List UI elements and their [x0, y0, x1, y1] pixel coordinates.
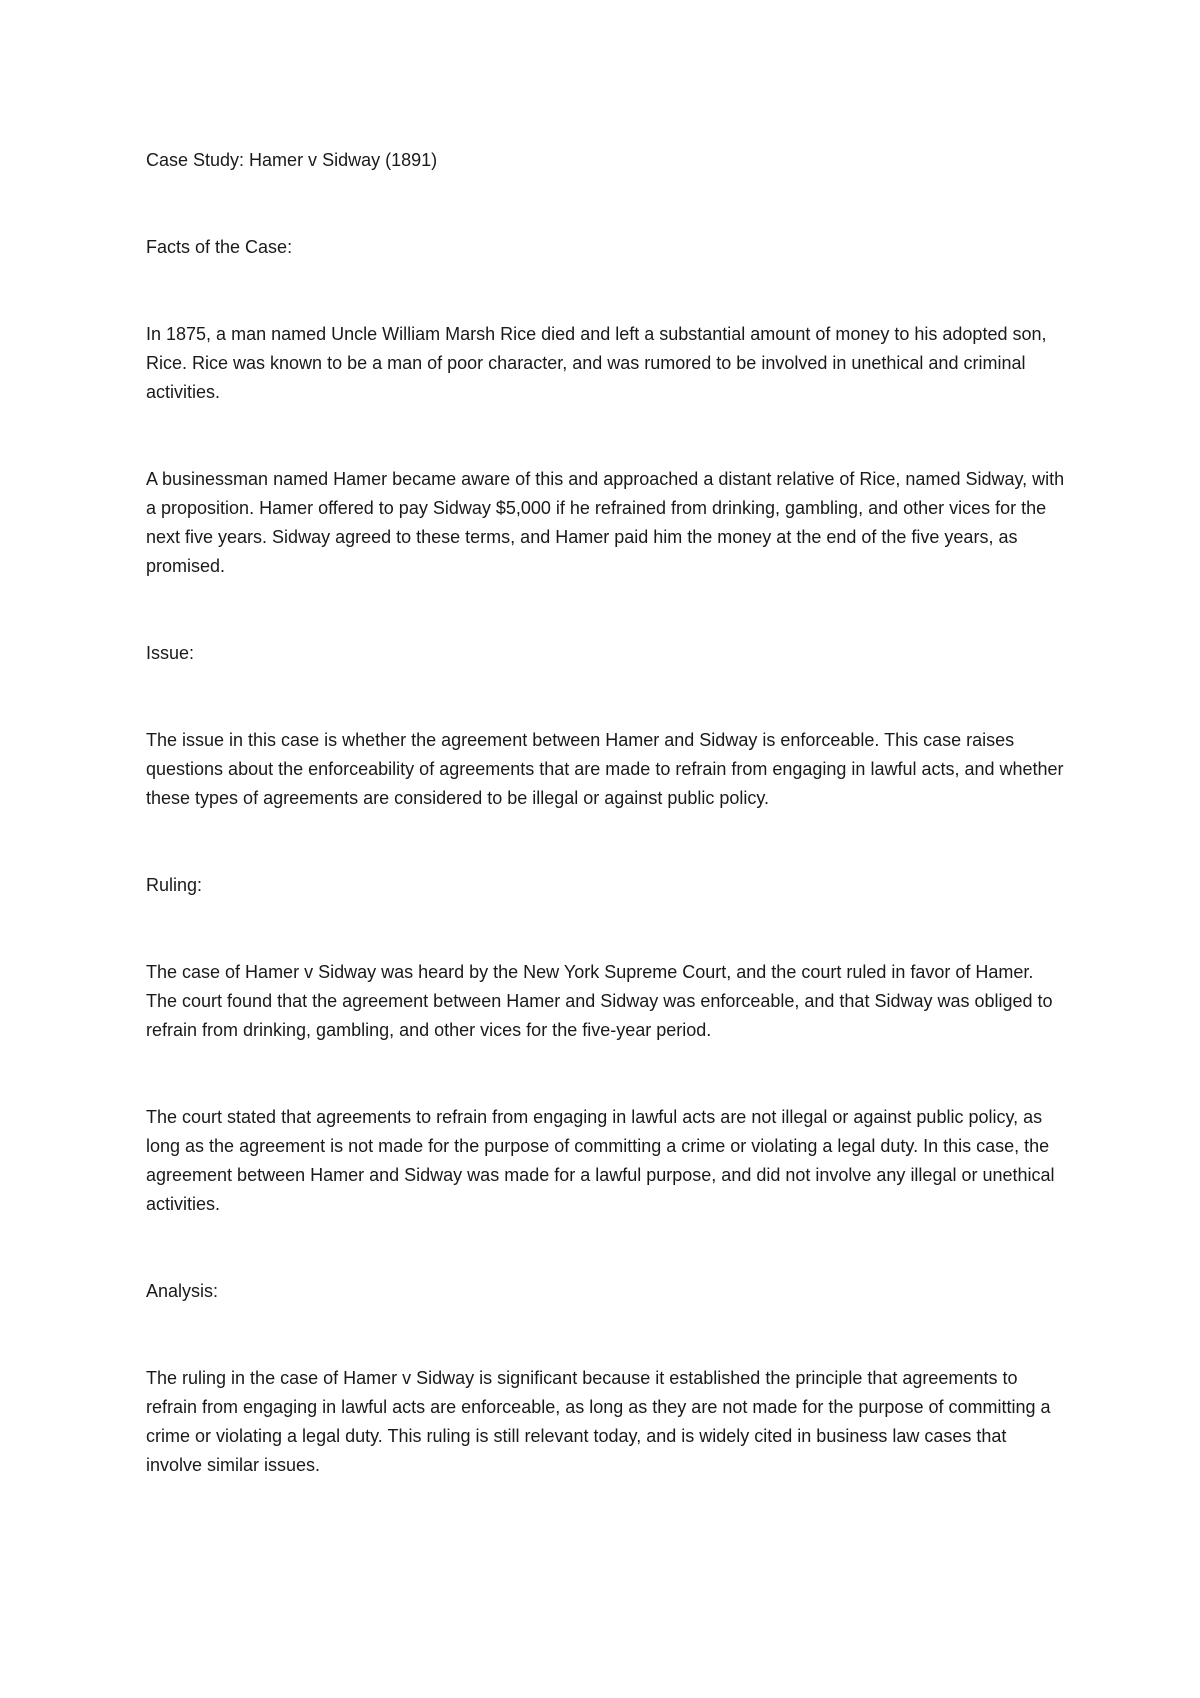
document-body [146, 146, 1066, 1480]
facts-paragraph-1: In 1875, a man named Uncle William Marsh Rice died and left a substantial amount of money to his adopted son, Rice. Rice was known to be a man of poor character, and was rumored to be involved in unethical and criminal activities. [146, 324, 1047, 402]
analysis-paragraph-1: The ruling in the case of Hamer v Sidway is significant because it established the principle that agreements to refrain from engaging in lawful acts are enforceable, as long as they are not made for the purpose of committing a crime or violating a legal duty. This ruling is still relevant today, and is widely cited in business law cases that involve similar issues. [146, 1368, 1051, 1475]
facts-paragraph-2: A businessman named Hamer became aware of this and approached a distant relative of Rice, named Sidway, with a proposition. Hamer offered to pay Sidway $5,000 if he refrained from drinking, gambling, and other vices for the next five years. Sidway agreed to these terms, and Hamer paid him the money at the end of the five years, as promised. [146, 469, 1065, 576]
ruling-heading: Ruling: [146, 875, 203, 895]
facts-heading: Facts of the Case: [146, 237, 293, 257]
document-title: Case Study: Hamer v Sidway (1891) [146, 150, 438, 170]
ruling-paragraph-1: The case of Hamer v Sidway was heard by the New York Supreme Court, and the court ruled in favor of Hamer. The court found that the agreement between Hamer and Sidway was enforceable, and that Sidway was obliged to refrain from drinking, gambling, and other vices for the five-year period. [146, 962, 1053, 1040]
ruling-paragraph-2: The court stated that agreements to refrain from engaging in lawful acts are not illegal or against public policy, as long as the agreement is not made for the purpose of committing a crime or violating a legal duty. In this case, the agreement between Hamer and Sidway was made for a lawful purpose, and did not involve any illegal or unethical activities. [146, 1107, 1055, 1214]
issue-heading: Issue: [146, 643, 195, 663]
analysis-heading: Analysis: [146, 1281, 219, 1301]
issue-paragraph-1: The issue in this case is whether the agreement between Hamer and Sidway is enforceable. This case raises questions about the enforceability of agreements that are made to refrain from engaging in lawful acts, and whether these types of agreements are considered to be illegal or against public policy. [146, 730, 1064, 808]
